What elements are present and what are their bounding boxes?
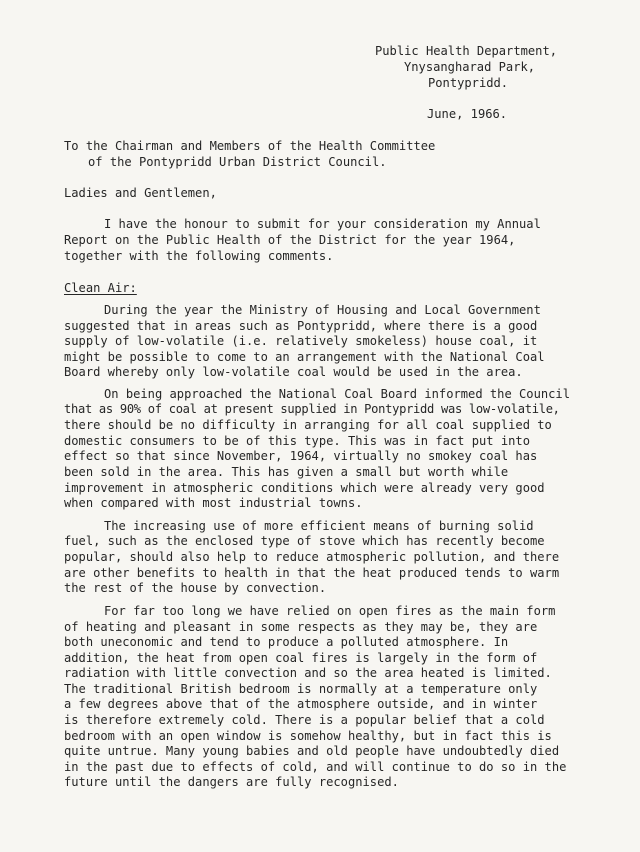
- text-line: For far too long we have relied on open fires as the main form: [104, 604, 556, 618]
- text-line: bedroom with an open window is somehow healthy, but in fact this is: [64, 729, 552, 743]
- text-line: suggested that in areas such as Pontypridd, where there is a good: [64, 319, 538, 333]
- text-line: During the year the Ministry of Housing and Local Government: [104, 303, 541, 317]
- text-line: future until the dangers are fully recognised.: [64, 775, 399, 789]
- text-line: a few degrees above that of the atmosphere outside, and in winter: [64, 697, 538, 711]
- text-line: in the past due to effects of cold, and will continue to do so in the: [64, 760, 567, 774]
- text-line: effect so that since November, 1964, virtually no smokey coal has: [64, 449, 538, 463]
- text-line: quite untrue. Many young babies and old people have undoubtedly died: [64, 744, 560, 758]
- address-line: Pontypridd.: [428, 76, 509, 90]
- letter-date: June, 1966.: [427, 107, 508, 121]
- text-line: fuel, such as the enclosed type of stove which has recently become: [64, 534, 545, 548]
- text-line: radiation with little convection and so the area heated is limited.: [64, 666, 552, 680]
- address-line: Ynysangharad Park,: [404, 60, 536, 74]
- text-line: I have the honour to submit for your consideration my Annual: [104, 217, 541, 231]
- addressee-line: To the Chairman and Members of the Health Committee: [64, 139, 436, 153]
- text-line: domestic consumers to be of this type. This was in fact put into: [64, 434, 530, 448]
- text-line: the rest of the house by convection.: [64, 581, 327, 595]
- text-line: Report on the Public Health of the District for the year 1964,: [64, 233, 516, 247]
- text-line: The traditional British bedroom is normally at a temperature only: [64, 682, 538, 696]
- text-line: might be possible to come to an arrangement with the National Coal: [64, 350, 545, 364]
- text-line: Board whereby only low-volatile coal would be used in the area.: [64, 365, 523, 379]
- text-line: On being approached the National Coal Board informed the Council: [104, 387, 570, 401]
- text-line: been sold in the area. This has given a small but worth while: [64, 465, 509, 479]
- text-line: supply of low-volatile (i.e. relatively smokeless) house coal, it: [64, 334, 538, 348]
- text-line: popular, should also help to reduce atmospheric pollution, and there: [64, 550, 560, 564]
- text-line: The increasing use of more efficient means of burning solid: [104, 519, 534, 533]
- address-line: Public Health Department,: [375, 44, 558, 58]
- text-line: there should be no difficulty in arranging for all coal supplied to: [64, 418, 552, 432]
- text-line: improvement in atmospheric conditions which were already very good: [64, 481, 545, 495]
- text-line: together with the following comments.: [64, 249, 334, 263]
- text-line: is therefore extremely cold. There is a popular belief that a cold: [64, 713, 545, 727]
- addressee-line: of the Pontypridd Urban District Council.: [88, 155, 387, 169]
- salutation: Ladies and Gentlemen,: [64, 186, 217, 200]
- text-line: are other benefits to health in that the heat produced tends to warm: [64, 566, 560, 580]
- text-line: when compared with most industrial towns.: [64, 496, 363, 510]
- text-line: addition, the heat from open coal fires is largely in the form of: [64, 651, 538, 665]
- text-line: that as 90% of coal at present supplied in Pontypridd was low-volatile,: [64, 402, 560, 416]
- section-heading: Clean Air:: [64, 281, 137, 295]
- text-line: both uneconomic and tend to produce a polluted atmosphere. In: [64, 635, 509, 649]
- text-line: of heating and pleasant in some respects as they may be, they are: [64, 620, 538, 634]
